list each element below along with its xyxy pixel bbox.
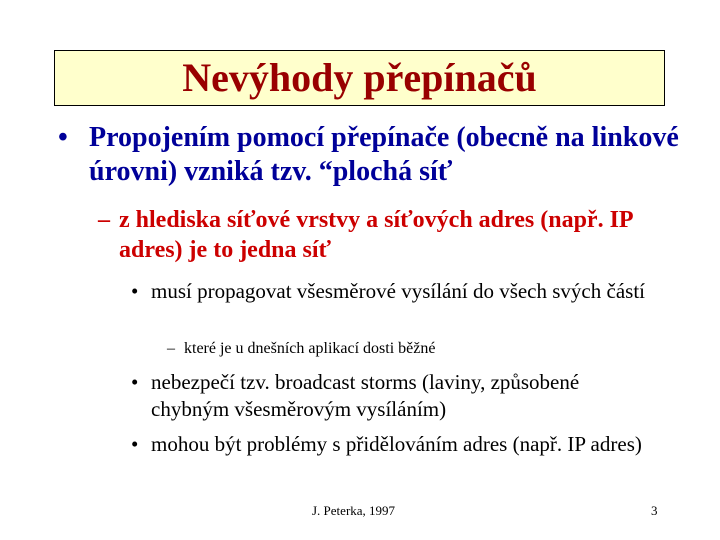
title-box	[54, 50, 665, 106]
footer	[0, 503, 720, 521]
bullet-text: které je u dnešních aplikací dosti běžné	[184, 340, 436, 357]
bullet-text: mohou být problémy s přidělováním adres (např. IP adres)	[151, 432, 642, 456]
bullet-text: nebezpečí tzv. broadcast storms (laviny, způsobené chybným všesměrovým vysíláním)	[151, 370, 580, 421]
bullet-text: Propojením pomocí přepínače (obecně na linkové úrovni) vzniká tzv. “plochá síť	[89, 122, 679, 187]
bullet-marker: •	[58, 122, 68, 153]
bullet-text: z hlediska síťové vrstvy a síťových adres (např. IP adres) je to jedna síť	[119, 207, 633, 263]
bullet-marker: •	[131, 370, 139, 394]
bullet-marker: •	[131, 432, 139, 456]
dash-marker: –	[167, 340, 175, 357]
page-number: 3	[651, 503, 658, 518]
bullet-marker: •	[131, 279, 139, 303]
dash-marker: –	[98, 207, 110, 233]
slide-title: Nevýhody přepínačů	[182, 55, 537, 100]
bullet-text: musí propagovat všesměrové vysílání do všech svých částí	[151, 279, 645, 303]
footer-author: J. Peterka, 1997	[312, 503, 396, 518]
